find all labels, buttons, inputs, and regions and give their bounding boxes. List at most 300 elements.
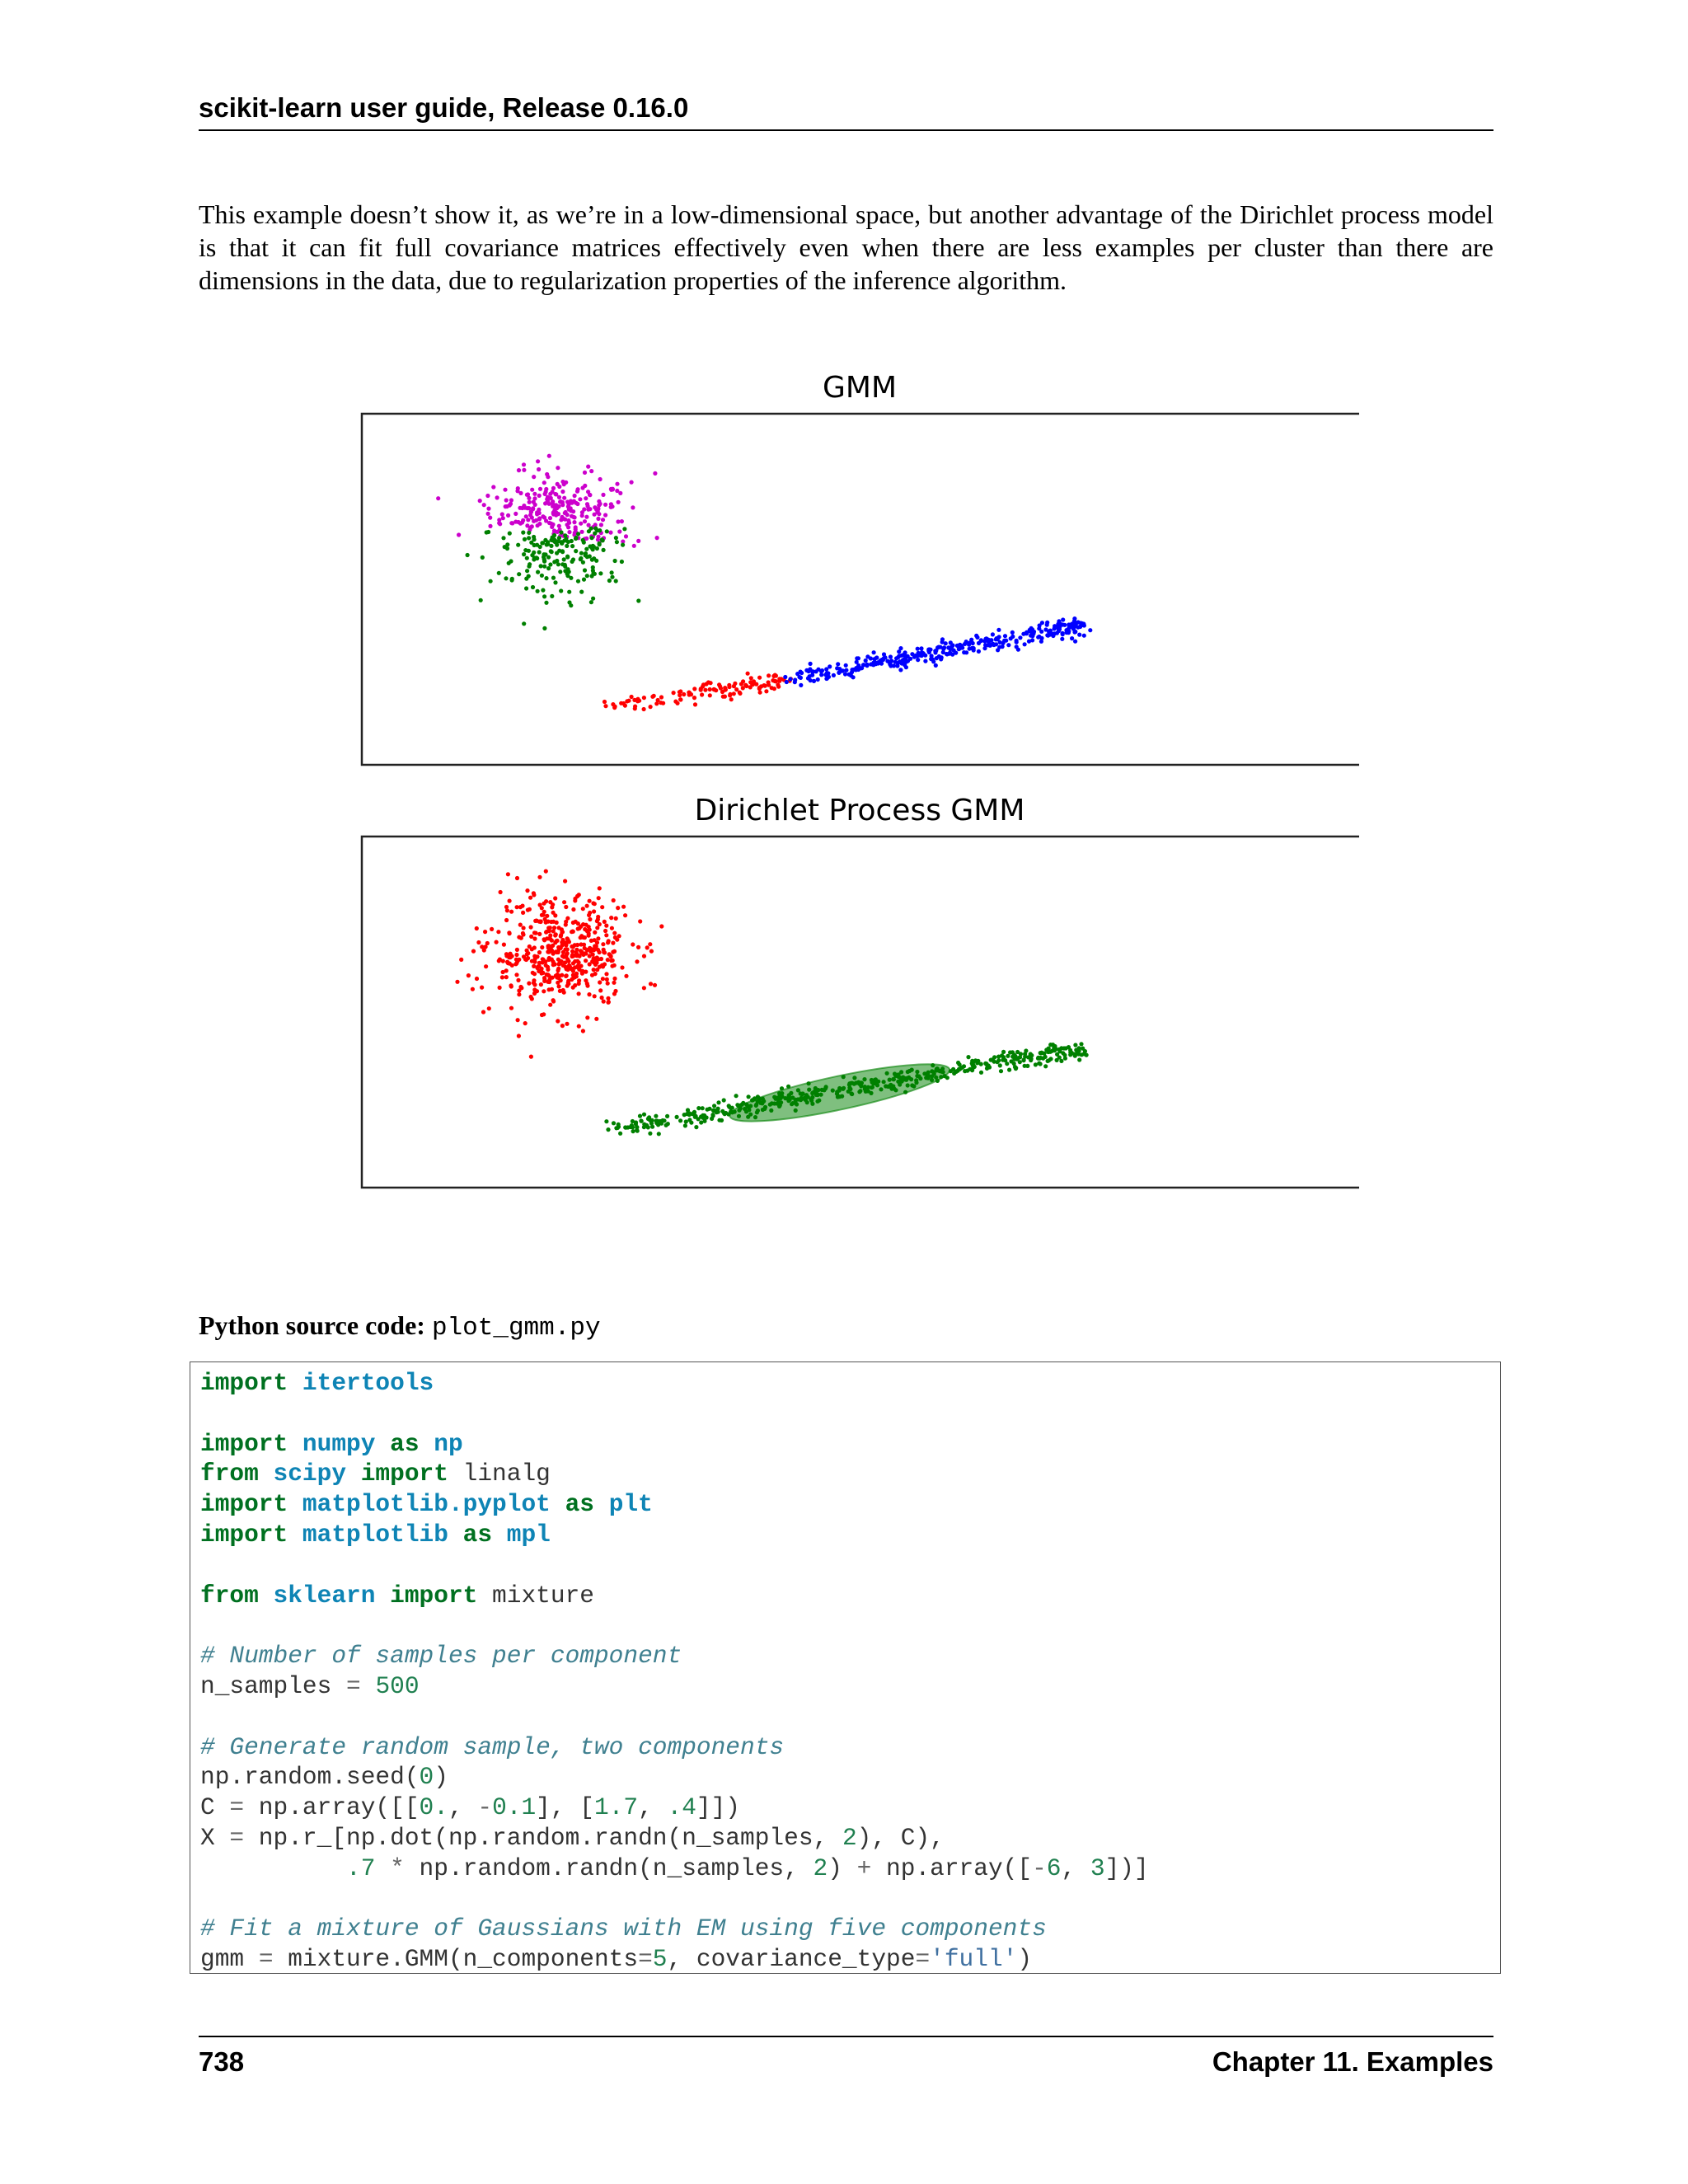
scatter-point <box>598 541 602 546</box>
scatter-point <box>589 469 593 473</box>
code-token: = <box>346 1672 361 1700</box>
scatter-point <box>604 972 608 976</box>
scatter-point <box>567 590 571 594</box>
scatter-point <box>496 930 500 934</box>
scatter-point <box>490 927 494 931</box>
scatter-point <box>568 964 572 968</box>
code-token <box>288 1521 302 1549</box>
scatter-point <box>588 962 592 966</box>
scatter-point <box>603 513 607 517</box>
scatter-point <box>795 672 799 676</box>
code-token: from <box>200 1581 259 1610</box>
scatter-point <box>633 705 637 709</box>
scatter-point <box>740 1103 744 1107</box>
scatter-point <box>515 905 519 909</box>
scatter-point <box>636 945 640 949</box>
scatter-point <box>561 941 565 945</box>
scatter-point <box>1007 1068 1011 1072</box>
scatter-point <box>548 516 552 520</box>
code-token: # Number of samples per component <box>200 1642 682 1671</box>
scatter-point <box>581 538 585 542</box>
scatter-point <box>507 930 511 935</box>
scatter-point <box>654 1114 658 1118</box>
scatter-point <box>1068 1050 1072 1054</box>
scatter-point <box>531 971 535 975</box>
scatter-point <box>566 938 570 942</box>
code-token: , covariance_type <box>667 1945 916 1974</box>
scatter-point <box>809 662 813 666</box>
scatter-point <box>733 682 737 686</box>
scatter-point <box>790 1101 795 1105</box>
scatter-point <box>570 544 574 548</box>
scatter-point <box>1031 631 1035 635</box>
scatter-point <box>598 886 602 890</box>
scatter-point <box>1039 1051 1043 1055</box>
scatter-point <box>527 549 531 553</box>
scatter-point <box>531 585 535 589</box>
code-token: = <box>915 1945 931 1974</box>
scatter-point <box>598 502 603 506</box>
scatter-point <box>646 1125 650 1129</box>
code-token <box>492 1521 507 1549</box>
scatter-point <box>642 707 646 711</box>
scatter-point <box>537 961 542 965</box>
scatter-point <box>528 500 532 504</box>
scatter-point <box>542 565 546 569</box>
footer-rule <box>199 2036 1493 2037</box>
scatter-point <box>620 560 624 564</box>
code-token <box>288 1490 302 1518</box>
scatter-point <box>814 1086 818 1090</box>
code-token <box>375 1582 390 1610</box>
scatter-point <box>758 691 762 695</box>
scatter-point <box>571 969 575 973</box>
scatter-point <box>923 654 927 658</box>
scatter-point <box>546 945 551 949</box>
code-token: 5 <box>652 1945 668 1974</box>
code-token: gmm <box>200 1945 259 1974</box>
scatter-point <box>508 532 512 536</box>
scatter-point <box>1057 1056 1062 1060</box>
code-token: as <box>390 1429 420 1458</box>
source-label-text: Python source code: <box>199 1310 425 1340</box>
scatter-point <box>548 926 552 930</box>
scatter-point <box>617 1122 621 1127</box>
scatter-point <box>965 1069 969 1073</box>
scatter-point <box>528 513 532 517</box>
scatter-point <box>518 506 522 510</box>
scatter-point <box>1076 626 1080 630</box>
scatter-point <box>574 953 578 957</box>
scatter-point <box>550 958 554 962</box>
scatter-point <box>1064 1046 1068 1050</box>
scatter-point <box>544 930 548 935</box>
scatter-point <box>842 1086 846 1090</box>
scatter-point <box>805 1100 809 1104</box>
code-token: 2 <box>813 1854 828 1882</box>
scatter-point <box>522 954 526 958</box>
scatter-point <box>583 484 587 488</box>
scatter-point <box>751 682 755 687</box>
scatter-point <box>514 958 518 962</box>
scatter-point <box>737 1114 741 1118</box>
code-line <box>200 1824 945 1854</box>
scatter-point <box>584 970 588 974</box>
scatter-point <box>583 946 587 950</box>
scatter-point <box>994 642 998 646</box>
scatter-point <box>542 594 546 598</box>
plot-title-gmm: GMM <box>822 371 898 405</box>
scatter-point <box>934 649 938 653</box>
scatter-point <box>565 967 569 971</box>
scatter-point <box>1079 1042 1083 1046</box>
scatter-point <box>484 944 488 949</box>
scatter-point <box>514 961 518 965</box>
scatter-point <box>565 1022 569 1026</box>
code-token: X <box>200 1824 230 1852</box>
code-line <box>200 1582 594 1611</box>
scatter-point <box>949 640 953 644</box>
scatter-point <box>1024 1048 1028 1052</box>
scatter-point <box>517 992 521 996</box>
scatter-point <box>524 514 528 518</box>
code-token: matplotlib.pyplot <box>302 1490 551 1519</box>
scatter-point <box>864 658 868 663</box>
scatter-point <box>559 499 563 504</box>
scatter-point <box>612 1121 616 1125</box>
scatter-point <box>624 974 628 978</box>
scatter-point <box>600 996 604 1000</box>
scatter-point <box>485 941 490 945</box>
scatter-point <box>767 673 771 677</box>
page-number: 738 <box>199 2046 245 2077</box>
scatter-point <box>907 1069 912 1073</box>
scatter-point <box>505 546 509 551</box>
scatter-point <box>538 487 542 491</box>
scatter-point <box>996 1055 1001 1059</box>
scatter-point <box>771 674 776 678</box>
scatter-point <box>595 546 599 551</box>
scatter-point <box>659 924 663 928</box>
scatter-point <box>585 904 589 908</box>
scatter-point <box>488 516 492 520</box>
scatter-point <box>872 657 876 661</box>
scatter-point <box>959 644 964 648</box>
scatter-point <box>503 488 507 492</box>
scatter-point <box>810 673 814 677</box>
scatter-point <box>593 963 598 967</box>
scatter-point <box>455 980 459 984</box>
scatter-point <box>504 905 509 909</box>
scatter-point <box>522 926 526 930</box>
scatter-point <box>530 996 534 1001</box>
scatter-point <box>536 570 540 574</box>
scatter-point <box>566 979 570 983</box>
scatter-point <box>979 1071 983 1075</box>
scatter-point <box>707 1107 711 1111</box>
scatter-point <box>776 685 781 689</box>
scatter-point <box>940 637 945 641</box>
scatter-point <box>777 1091 781 1095</box>
scatter-point <box>600 905 604 909</box>
scatter-point <box>608 531 612 535</box>
code-token: , <box>638 1793 668 1822</box>
scatter-point <box>531 507 535 511</box>
scatter-point <box>596 535 600 539</box>
scatter-point <box>491 485 495 489</box>
scatter-point <box>630 1123 634 1127</box>
scatter-point <box>1016 648 1020 652</box>
scatter-point <box>642 1125 646 1129</box>
scatter-point <box>546 968 550 972</box>
scatter-point <box>836 662 840 666</box>
scatter-point <box>604 924 608 928</box>
scatter-point <box>550 594 554 598</box>
scatter-point <box>935 1079 940 1083</box>
scatter-point <box>545 914 549 918</box>
scatter-point <box>516 978 520 982</box>
scatter-point <box>852 1076 856 1080</box>
scatter-point <box>610 570 614 574</box>
scatter-point <box>550 905 554 909</box>
scatter-point <box>857 1090 861 1094</box>
scatter-point <box>529 925 533 929</box>
scatter-point <box>497 518 501 522</box>
scatter-point <box>879 1087 883 1091</box>
scatter-point <box>495 495 499 499</box>
scatter-point <box>672 691 676 695</box>
scatter-point <box>532 555 537 560</box>
scatter-point <box>612 991 617 996</box>
scatter-point <box>1071 626 1076 630</box>
scatter-point <box>587 913 591 917</box>
code-token: mixture <box>477 1581 594 1610</box>
scatter-point <box>607 579 612 583</box>
code-token: = <box>229 1793 245 1822</box>
scatter-point <box>935 656 939 660</box>
scatter-point <box>1070 636 1074 640</box>
scatter-point <box>730 1106 734 1110</box>
scatter-point <box>974 634 978 638</box>
scatter-point <box>982 646 987 650</box>
scatter-point <box>1082 634 1086 638</box>
scatter-point <box>525 888 529 893</box>
scatter-point <box>700 692 704 696</box>
scatter-point <box>551 504 555 509</box>
scatter-point <box>1006 1054 1010 1058</box>
scatter-point <box>714 1108 718 1113</box>
scatter-point <box>729 697 734 701</box>
scatter-point <box>590 558 594 562</box>
scatter-point <box>942 645 946 649</box>
scatter-point <box>522 468 526 472</box>
scatter-point <box>599 957 603 961</box>
scatter-point <box>827 675 831 679</box>
scatter-point <box>488 524 492 528</box>
code-token <box>420 1430 434 1458</box>
scatter-point <box>595 968 599 972</box>
scatter-point <box>606 958 610 962</box>
scatter-point <box>609 487 613 491</box>
scatter-point <box>539 919 543 923</box>
scatter-point <box>598 571 603 575</box>
scatter-point <box>510 963 514 968</box>
scatter-point <box>635 959 639 963</box>
scatter-point <box>699 687 703 691</box>
source-filename-link[interactable]: plot_gmm.py <box>431 1314 601 1343</box>
scatter-point <box>687 1118 692 1122</box>
scatter-point <box>646 1117 650 1121</box>
scatter-point <box>570 560 574 564</box>
scatter-point <box>550 949 554 953</box>
scatter-point <box>603 962 607 966</box>
scatter-point <box>604 1119 608 1123</box>
scatter-point <box>523 1021 528 1025</box>
scatter-point <box>596 936 600 940</box>
scatter-point <box>1073 640 1077 644</box>
scatter-point <box>606 982 610 986</box>
scatter-point <box>571 930 575 934</box>
scatter-point <box>970 1059 974 1063</box>
scatter-point <box>555 551 559 555</box>
scatter-point <box>831 1089 835 1093</box>
scatter-point <box>903 654 907 658</box>
scatter-point <box>500 512 504 516</box>
scatter-point <box>846 1090 851 1094</box>
scatter-point <box>526 956 530 960</box>
scatter-point <box>836 1094 840 1099</box>
scatter-point <box>579 949 583 953</box>
scatter-point <box>545 472 549 476</box>
scatter-point <box>558 569 562 574</box>
scatter-point <box>532 945 537 949</box>
scatter-point <box>522 552 526 556</box>
scatter-point <box>544 576 548 580</box>
scatter-point <box>570 539 574 543</box>
scatter-point <box>722 1098 726 1102</box>
code-token: plt <box>608 1490 653 1519</box>
scatter-point <box>656 1122 660 1127</box>
scatter-point <box>553 913 557 917</box>
scatter-point <box>786 1085 790 1089</box>
scatter-point <box>682 692 686 696</box>
scatter-point <box>574 525 578 529</box>
code-token: ), C), <box>856 1824 945 1852</box>
code-token: mixture.GMM(n_components <box>273 1945 639 1974</box>
scatter-point <box>583 471 587 475</box>
scatter-point <box>478 499 482 503</box>
scatter-point <box>837 671 841 675</box>
scatter-point <box>1072 616 1076 621</box>
scatter-point <box>593 972 598 976</box>
scatter-point <box>513 512 518 516</box>
scatter-point <box>489 579 493 583</box>
scatter-point <box>898 1078 903 1082</box>
scatter-point <box>824 667 828 671</box>
scatter-point <box>872 650 876 654</box>
scatter-point <box>537 494 542 498</box>
scatter-point <box>548 562 552 566</box>
scatter-point <box>509 910 513 914</box>
scatter-point <box>612 898 616 902</box>
code-token: 1.7 <box>593 1793 639 1822</box>
scatter-point <box>542 559 546 563</box>
scatter-point <box>701 682 706 687</box>
scatter-point <box>591 571 595 575</box>
scatter-point <box>603 929 607 933</box>
scatter-point <box>559 960 563 964</box>
scatter-point <box>581 560 585 565</box>
scatter-point <box>923 659 927 663</box>
scatter-point <box>506 513 510 518</box>
code-line <box>200 1490 653 1520</box>
scatter-point <box>517 468 521 472</box>
scatter-point <box>588 899 592 903</box>
code-token: np.r_[np.dot(np.random.randn(n_samples, <box>244 1824 842 1852</box>
scatter-point <box>666 1122 670 1126</box>
scatter-point <box>1034 1062 1038 1066</box>
code-token: from <box>200 1460 259 1488</box>
scatter-point <box>777 1104 781 1108</box>
scatter-point <box>587 992 591 996</box>
scatter-point <box>620 965 624 969</box>
scatter-point <box>1053 1044 1057 1048</box>
scatter-point <box>606 996 610 1001</box>
plot-gmm <box>360 412 1359 766</box>
scatter-point <box>615 482 619 486</box>
scatter-point <box>612 977 617 981</box>
scatter-point <box>547 987 551 991</box>
scatter-point <box>812 679 816 683</box>
scatter-point <box>611 941 615 945</box>
scatter-point <box>599 523 603 527</box>
scatter-point <box>525 556 529 560</box>
scatter-point <box>529 1055 533 1059</box>
scatter-point <box>716 1100 720 1104</box>
scatter-point <box>589 536 593 540</box>
scatter-point <box>565 523 570 527</box>
scatter-point <box>749 676 753 680</box>
code-token <box>288 1369 302 1397</box>
scatter-point <box>575 490 579 494</box>
scatter-point <box>650 1125 654 1129</box>
code-token: import <box>200 1369 288 1397</box>
scatter-point <box>471 987 475 991</box>
scatter-point <box>930 1074 934 1078</box>
scatter-point <box>969 638 973 642</box>
scatter-point <box>951 1067 955 1071</box>
scatter-point <box>621 701 626 705</box>
scatter-point <box>694 1125 698 1129</box>
scatter-point <box>935 1066 939 1071</box>
scatter-point <box>584 496 588 500</box>
scatter-point <box>708 693 712 697</box>
scatter-point <box>550 939 554 943</box>
scatter-point <box>601 977 605 981</box>
scatter-point <box>612 705 617 710</box>
scatter-point <box>885 659 889 663</box>
scatter-point <box>817 1099 821 1103</box>
scatter-point <box>879 658 883 663</box>
scatter-point <box>1012 1053 1016 1057</box>
scatter-point <box>882 656 886 660</box>
scatter-point <box>519 936 523 940</box>
code-token <box>594 1490 609 1518</box>
scatter-point <box>532 537 536 541</box>
scatter-point <box>772 687 776 691</box>
scatter-point <box>734 1094 738 1098</box>
code-token <box>259 1582 274 1610</box>
